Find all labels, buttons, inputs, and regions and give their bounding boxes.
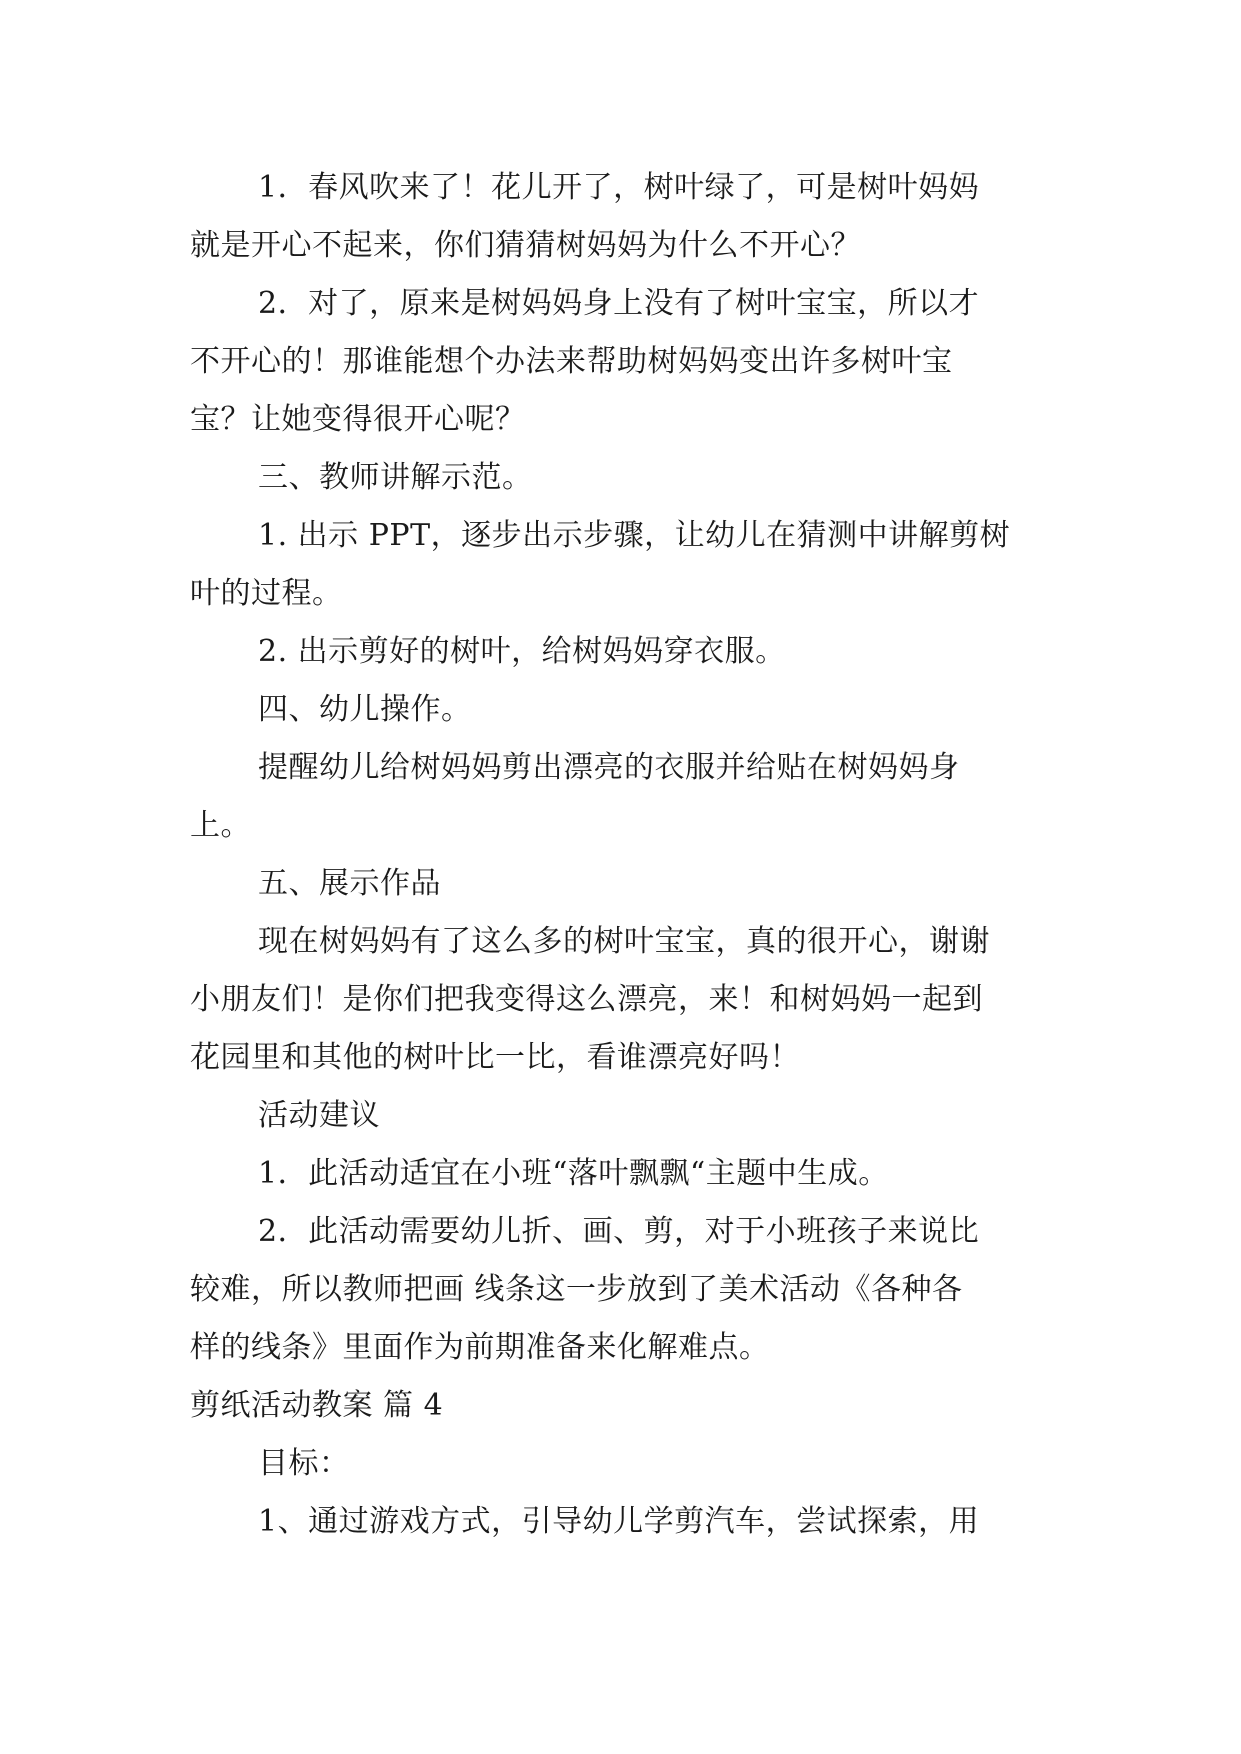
paragraph-line: 花园里和其他的树叶比一比，看谁漂亮好吗！	[190, 1040, 800, 1075]
paragraph-line: 叶的过程。	[190, 576, 343, 611]
section-heading: 五、展示作品	[258, 866, 441, 901]
section-heading: 四、幼儿操作。	[258, 692, 472, 727]
paragraph-line: 就是开心不起来，你们猜猜树妈妈为什么不开心？	[190, 228, 861, 263]
paragraph-line: 较难，所以教师把画 线条这一步放到了美术活动《各种各	[190, 1272, 963, 1307]
section-heading: 三、教师讲解示范。	[258, 460, 533, 495]
paragraph-line: 现在树妈妈有了这么多的树叶宝宝，真的很开心，谢谢	[258, 924, 990, 959]
paragraph-line: 上。	[190, 808, 251, 843]
section-heading: 目标：	[258, 1446, 350, 1481]
paragraph-line: 1、通过游戏方式，引导幼儿学剪汽车，尝试探索，用	[258, 1504, 980, 1539]
paragraph-line: 样的线条》里面作为前期准备来化解难点。	[190, 1330, 770, 1365]
paragraph-line: 小朋友们！是你们把我变得这么漂亮，来！和树妈妈一起到	[190, 982, 983, 1017]
paragraph-line: 1．春风吹来了！花儿开了，树叶绿了，可是树叶妈妈	[258, 170, 980, 205]
section-heading: 活动建议	[258, 1098, 380, 1133]
article-title: 剪纸活动教案 篇 4	[190, 1388, 444, 1423]
paragraph-line: 1．此活动适宜在小班“落叶飘飘“主题中生成。	[258, 1156, 889, 1191]
paragraph-line: 1. 出示 PPT，逐步出示步骤，让幼儿在猜测中讲解剪树	[258, 518, 1011, 553]
paragraph-line: 2．对了，原来是树妈妈身上没有了树叶宝宝，所以才	[258, 286, 980, 321]
paragraph-line: 不开心的！那谁能想个办法来帮助树妈妈变出许多树叶宝	[190, 344, 953, 379]
paragraph-line: 宝？让她变得很开心呢？	[190, 402, 526, 437]
paragraph-line: 提醒幼儿给树妈妈剪出漂亮的衣服并给贴在树妈妈身	[258, 750, 960, 785]
paragraph-line: 2．此活动需要幼儿折、画、剪，对于小班孩子来说比	[258, 1214, 980, 1249]
paragraph-line: 2. 出示剪好的树叶，给树妈妈穿衣服。	[258, 634, 786, 669]
